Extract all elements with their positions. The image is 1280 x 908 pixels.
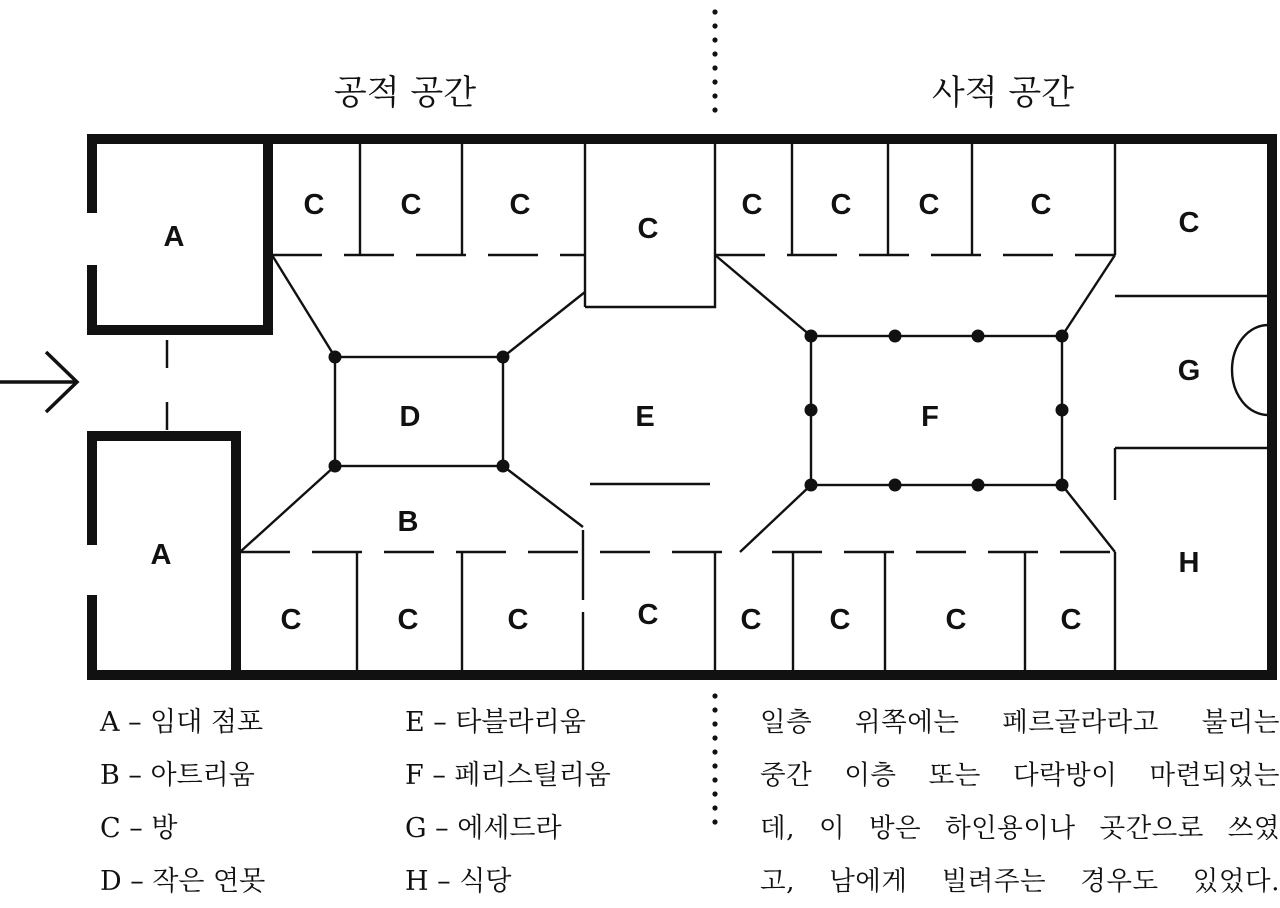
legend-column-left: [100, 696, 265, 908]
legend-item: D – 작은 연못: [100, 866, 266, 897]
legend-column-right: [405, 696, 611, 908]
arrow-right-icon: [0, 352, 77, 412]
room-label-c: C: [1030, 189, 1052, 221]
columns: [329, 330, 1069, 492]
room-label-c: C: [400, 189, 422, 221]
divider-bottom: [712, 693, 717, 824]
room-label-c: C: [829, 604, 851, 636]
room-label-h: H: [1178, 547, 1200, 579]
outer-walls: [92, 139, 1272, 675]
room-label-g: G: [1177, 355, 1201, 387]
room-label-a-top: A: [163, 221, 185, 253]
room-label-c: C: [397, 604, 419, 636]
note-line: 고, 남에게 빌려주는 경우도 있었다.: [760, 866, 1280, 897]
room-label-c: C: [637, 599, 659, 631]
legend-item: H – 식당: [405, 866, 512, 897]
legend-item: C – 방: [100, 813, 178, 844]
room-label-c: C: [740, 604, 762, 636]
room-label-c: C: [741, 189, 763, 221]
divider-top: [712, 9, 717, 112]
room-label-c: C: [507, 604, 529, 636]
room-label-e: E: [635, 401, 655, 433]
room-label-d: D: [399, 401, 421, 433]
room-label-a-bottom: A: [150, 539, 172, 571]
note-line: 데, 이 방은 하인용이나 곳간으로 쓰였: [760, 813, 1280, 844]
zone-title-private: 사적 공간: [931, 73, 1075, 113]
room-label-c: C: [280, 604, 302, 636]
room-label-c: C: [637, 213, 659, 245]
note-line: 중간 이층 또는 다락방이 마련되었는: [760, 760, 1280, 791]
room-label-c: C: [303, 189, 325, 221]
legend-item: G – 에세드라: [405, 813, 562, 844]
room-label-c: C: [1060, 604, 1082, 636]
explanatory-note: [760, 696, 1280, 908]
note-line: 일층 위쪽에는 페르골라라고 불리는: [760, 707, 1280, 738]
zone-title-public: 공적 공간: [333, 73, 477, 113]
room-label-f: F: [921, 401, 939, 433]
interior-walls: [240, 143, 1268, 671]
legend-item: F – 페리스틸리움: [405, 760, 611, 791]
room-label-c: C: [918, 189, 940, 221]
room-label-b: B: [397, 506, 419, 538]
legend-item: A – 임대 점포: [100, 707, 264, 738]
legend-item: E – 타블라리움: [405, 707, 586, 738]
room-label-c: C: [945, 604, 967, 636]
room-label-c: C: [1178, 207, 1200, 239]
room-label-c: C: [509, 189, 531, 221]
room-label-c: C: [830, 189, 852, 221]
legend-item: B – 아트리움: [100, 760, 255, 791]
